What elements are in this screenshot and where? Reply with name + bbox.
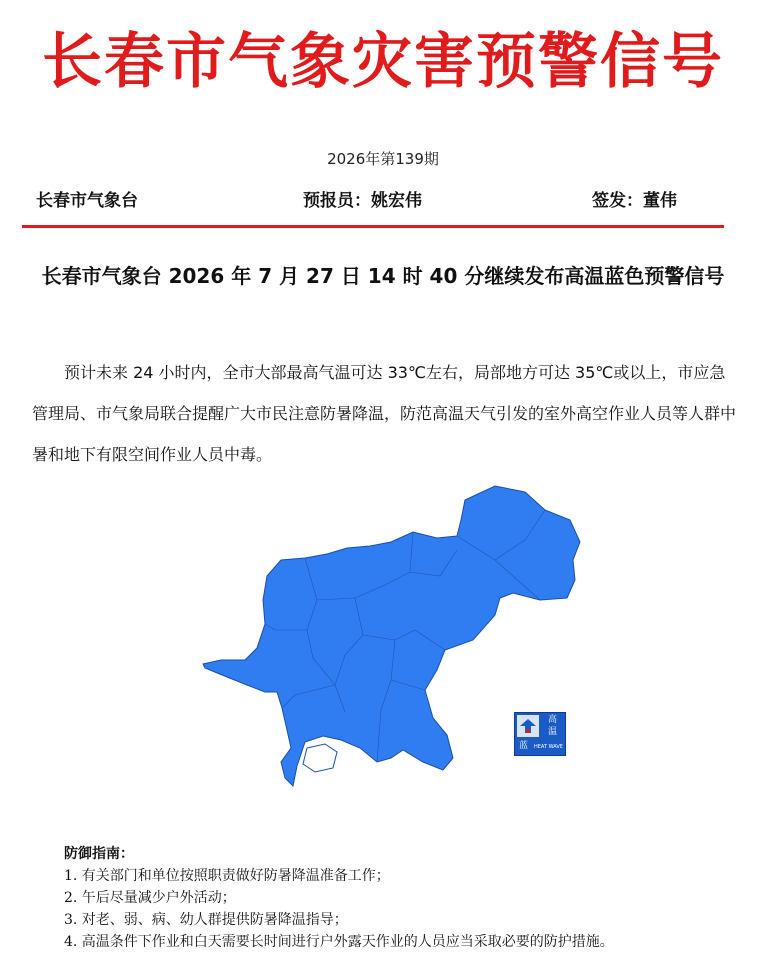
signal-banner-title: 长春市气象灾害预警信号 (42, 27, 724, 97)
badge-type-char-1: 高 (548, 715, 558, 725)
issuer-row (22, 186, 722, 212)
forecast-body: 预计未来 24 小时内，全市大部最高气温可达 33℃左右，局部地方可达 35℃或以上，市应急管理局、市气象局联合提醒广大市民注意防暑降温，防范高温天气引发的室外高空作业人员等人群中暑和地下有限空间作业人员中毒。 (32, 363, 737, 464)
guide-item-2: 2. 午后尽量减少户外活动； (64, 890, 236, 906)
warning-headline: 长春市气象台 2026 年 7 月 27 日 14 时 40 分继续发布高温蓝色预警信号 (41, 264, 725, 288)
header-divider (22, 225, 724, 228)
issuer-name: 长春市气象台 (36, 191, 138, 211)
guide-item-3: 3. 对老、弱、病、幼人群提供防暑降温指导； (64, 912, 348, 928)
guide-item-4: 4. 高温条件下作业和白天需要长时间进行户外露天作业的人员应当采取必要的防护措施。 (64, 934, 614, 950)
forecaster-name: 预报员：姚宏伟 (303, 191, 422, 211)
excluded-area-outline (303, 744, 337, 772)
badge-color-label: 蓝 (519, 741, 529, 751)
badge-type-char-2: 温 (548, 727, 558, 737)
guide-item-1: 1. 有关部门和单位按照职责做好防暑降温准备工作； (64, 868, 390, 884)
heat-wave-blue-badge (514, 712, 566, 756)
issue-number: 2026年第139期 (327, 150, 439, 168)
guide-title: 防御指南： (64, 846, 134, 862)
signer-name: 签发：董伟 (592, 191, 677, 211)
badge-english-label: HEAT WAVE (534, 744, 563, 750)
defense-guide (64, 843, 744, 953)
thermometer-house-icon (517, 715, 539, 737)
